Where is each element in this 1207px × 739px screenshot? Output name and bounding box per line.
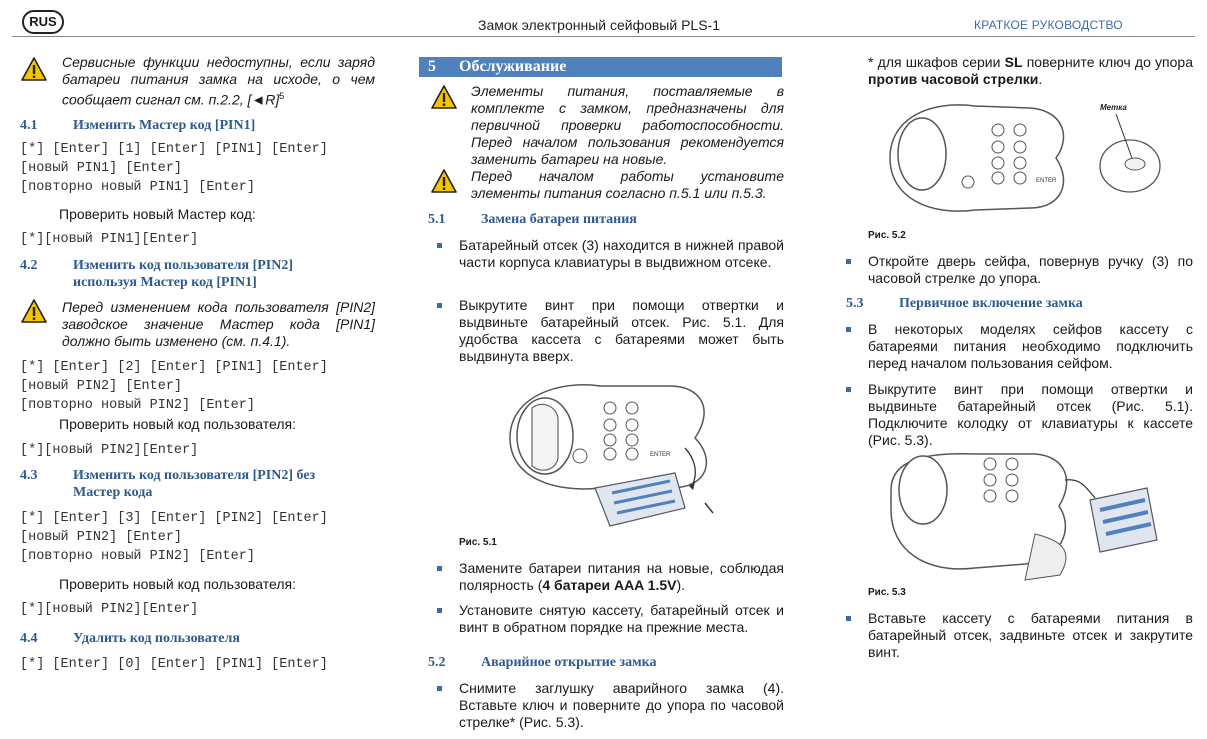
figure-5-3-caption: Рис. 5.3 — [868, 587, 906, 598]
warning-icon — [20, 56, 48, 82]
list-item: Вставьте кассету с батареями питания в батарейный отсек, задвиньте отсек и закрутите винт. — [868, 610, 1193, 661]
svg-text:Метка: Метка — [1100, 103, 1127, 112]
chapter-5-banner — [419, 57, 782, 77]
warning-text-4-2: Перед изменением кода пользователя [PIN2] заводское значение Мастер кода [PIN1] должно быть изменено (см. п.4.1). — [62, 299, 375, 349]
section-5-2-heading: 5.2 Аварийное открытие замка — [428, 655, 657, 670]
code-4-1: [*] [Enter] [1] [Enter] [PIN1] [Enter] [новый PIN1] [Enter] [повторно новый PIN1] [Enter] — [20, 142, 328, 195]
code-4-2: [*] [Enter] [2] [Enter] [PIN1] [Enter] [новый PIN2] [Enter] [повторно новый PIN2] [Enter] — [20, 360, 328, 413]
warning-icon — [20, 298, 48, 324]
warning-text-batteries-supplied: Элементы питания, поставляемые в комплекте с замком, предназначены для первичной проверки работоспособности. Перед началом пользования рекомендуется заменить батареи на новые. — [471, 83, 784, 167]
list-item: Выкрутите винт при помощи отвертки и выдвиньте батарейный отсек. Рис. 5.1. Для удобства кассета с батареями может быть выдвинута вверх. — [459, 297, 784, 365]
section-4-3-heading: 4.3 Изменить код пользователя [PIN2] без Мастер кода — [20, 468, 316, 500]
chapter-number: 5 — [428, 58, 436, 75]
code-4-3: [*] [Enter] [3] [Enter] [PIN2] [Enter] [новый PIN2] [Enter] [повторно новый PIN2] [Enter] — [20, 511, 328, 564]
code-4-4: [*] [Enter] [0] [Enter] [PIN1] [Enter] — [20, 657, 328, 672]
document-title: Замок электронный сейфовый PLS-1 — [478, 17, 720, 33]
list-item: Выкрутите винт при помощи отвертки и выдвиньте батарейный отсек (Рис. 5.1). Подключите колодку от клавиатуры к кассете (Рис. 5.3). — [868, 381, 1193, 449]
check-code-4-1: [*][новый PIN1][Enter] — [20, 232, 199, 247]
check-code-4-3: [*][новый PIN2][Enter] — [20, 602, 199, 617]
header-divider — [12, 36, 1195, 37]
section-4-2-heading: 4.2 Изменить код пользователя [PIN2] используя Мастер код [PIN1] — [20, 258, 294, 290]
check-text-4-1: Проверить новый Мастер код: — [59, 206, 256, 222]
figure-5-2-caption: Рис. 5.2 — [868, 230, 906, 241]
svg-text:ENTER: ENTER — [1036, 178, 1057, 184]
chapter-title: Обслуживание — [459, 58, 567, 75]
warning-text-battery-low: Сервисные функции недоступны, если заряд батареи питания замка на исходе, о чем сообщает сигнал см. п.2.2, [◄R]$^5$ — [62, 54, 375, 108]
check-text-4-2: Проверить новый код пользователя: — [59, 416, 296, 432]
list-item: В некоторых моделях сейфов кассету с батареями питания необходимо подключить перед началом пользования сейфом. — [868, 321, 1193, 372]
check-text-4-3: Проверить новый код пользователя: — [59, 576, 296, 592]
note-sl-series: * для шкафов серии SL поверните ключ до упора против часовой стрелки. — [868, 54, 1193, 87]
section-5-1-heading: 5.1 Замена батареи питания — [428, 212, 637, 227]
warning-icon — [430, 84, 458, 110]
warning-text-install-batteries: Перед началом работы установите элементы питания согласно п.5.1 или п.5.3. — [471, 168, 784, 201]
list-item: Установите снятую кассету, батарейный отсек и винт в обратном порядке на прежние места. — [459, 602, 784, 636]
section-4-4-heading: 4.4 Удалить код пользователя — [20, 631, 240, 646]
svg-text:ENTER: ENTER — [650, 452, 671, 458]
check-code-4-2: [*][новый PIN2][Enter] — [20, 443, 199, 458]
page-header — [0, 0, 1207, 40]
warning-icon — [430, 168, 458, 194]
figure-5-1-keypad-battery — [500, 378, 730, 528]
figure-5-2-key-mark — [880, 96, 1170, 224]
section-5-3-heading: 5.3 Первичное включение замка — [846, 296, 1083, 311]
section-4-1-heading: 4.1 Изменить Мастер код [PIN1] — [20, 118, 256, 133]
figure-5-1-caption: Рис. 5.1 — [459, 537, 497, 548]
list-item: Батарейный отсек (3) находится в нижней правой части корпуса клавиатуры в выдвижном отсеке. — [459, 237, 784, 271]
document-type-label: КРАТКОЕ РУКОВОДСТВО — [974, 18, 1123, 32]
figure-5-3-battery-connection — [885, 450, 1165, 582]
list-item: Замените батареи питания на новые, соблюдая полярность (4 батареи AAA 1.5V). — [459, 560, 784, 594]
language-badge: RUS — [22, 10, 64, 34]
list-item: Откройте дверь сейфа, повернув ручку (3) по часовой стрелке до упора. — [868, 253, 1193, 287]
list-item: Снимите заглушку аварийного замка (4). Вставьте ключ и поверните до упора по часовой стрелке* (Рис. 5.3). — [459, 680, 784, 731]
